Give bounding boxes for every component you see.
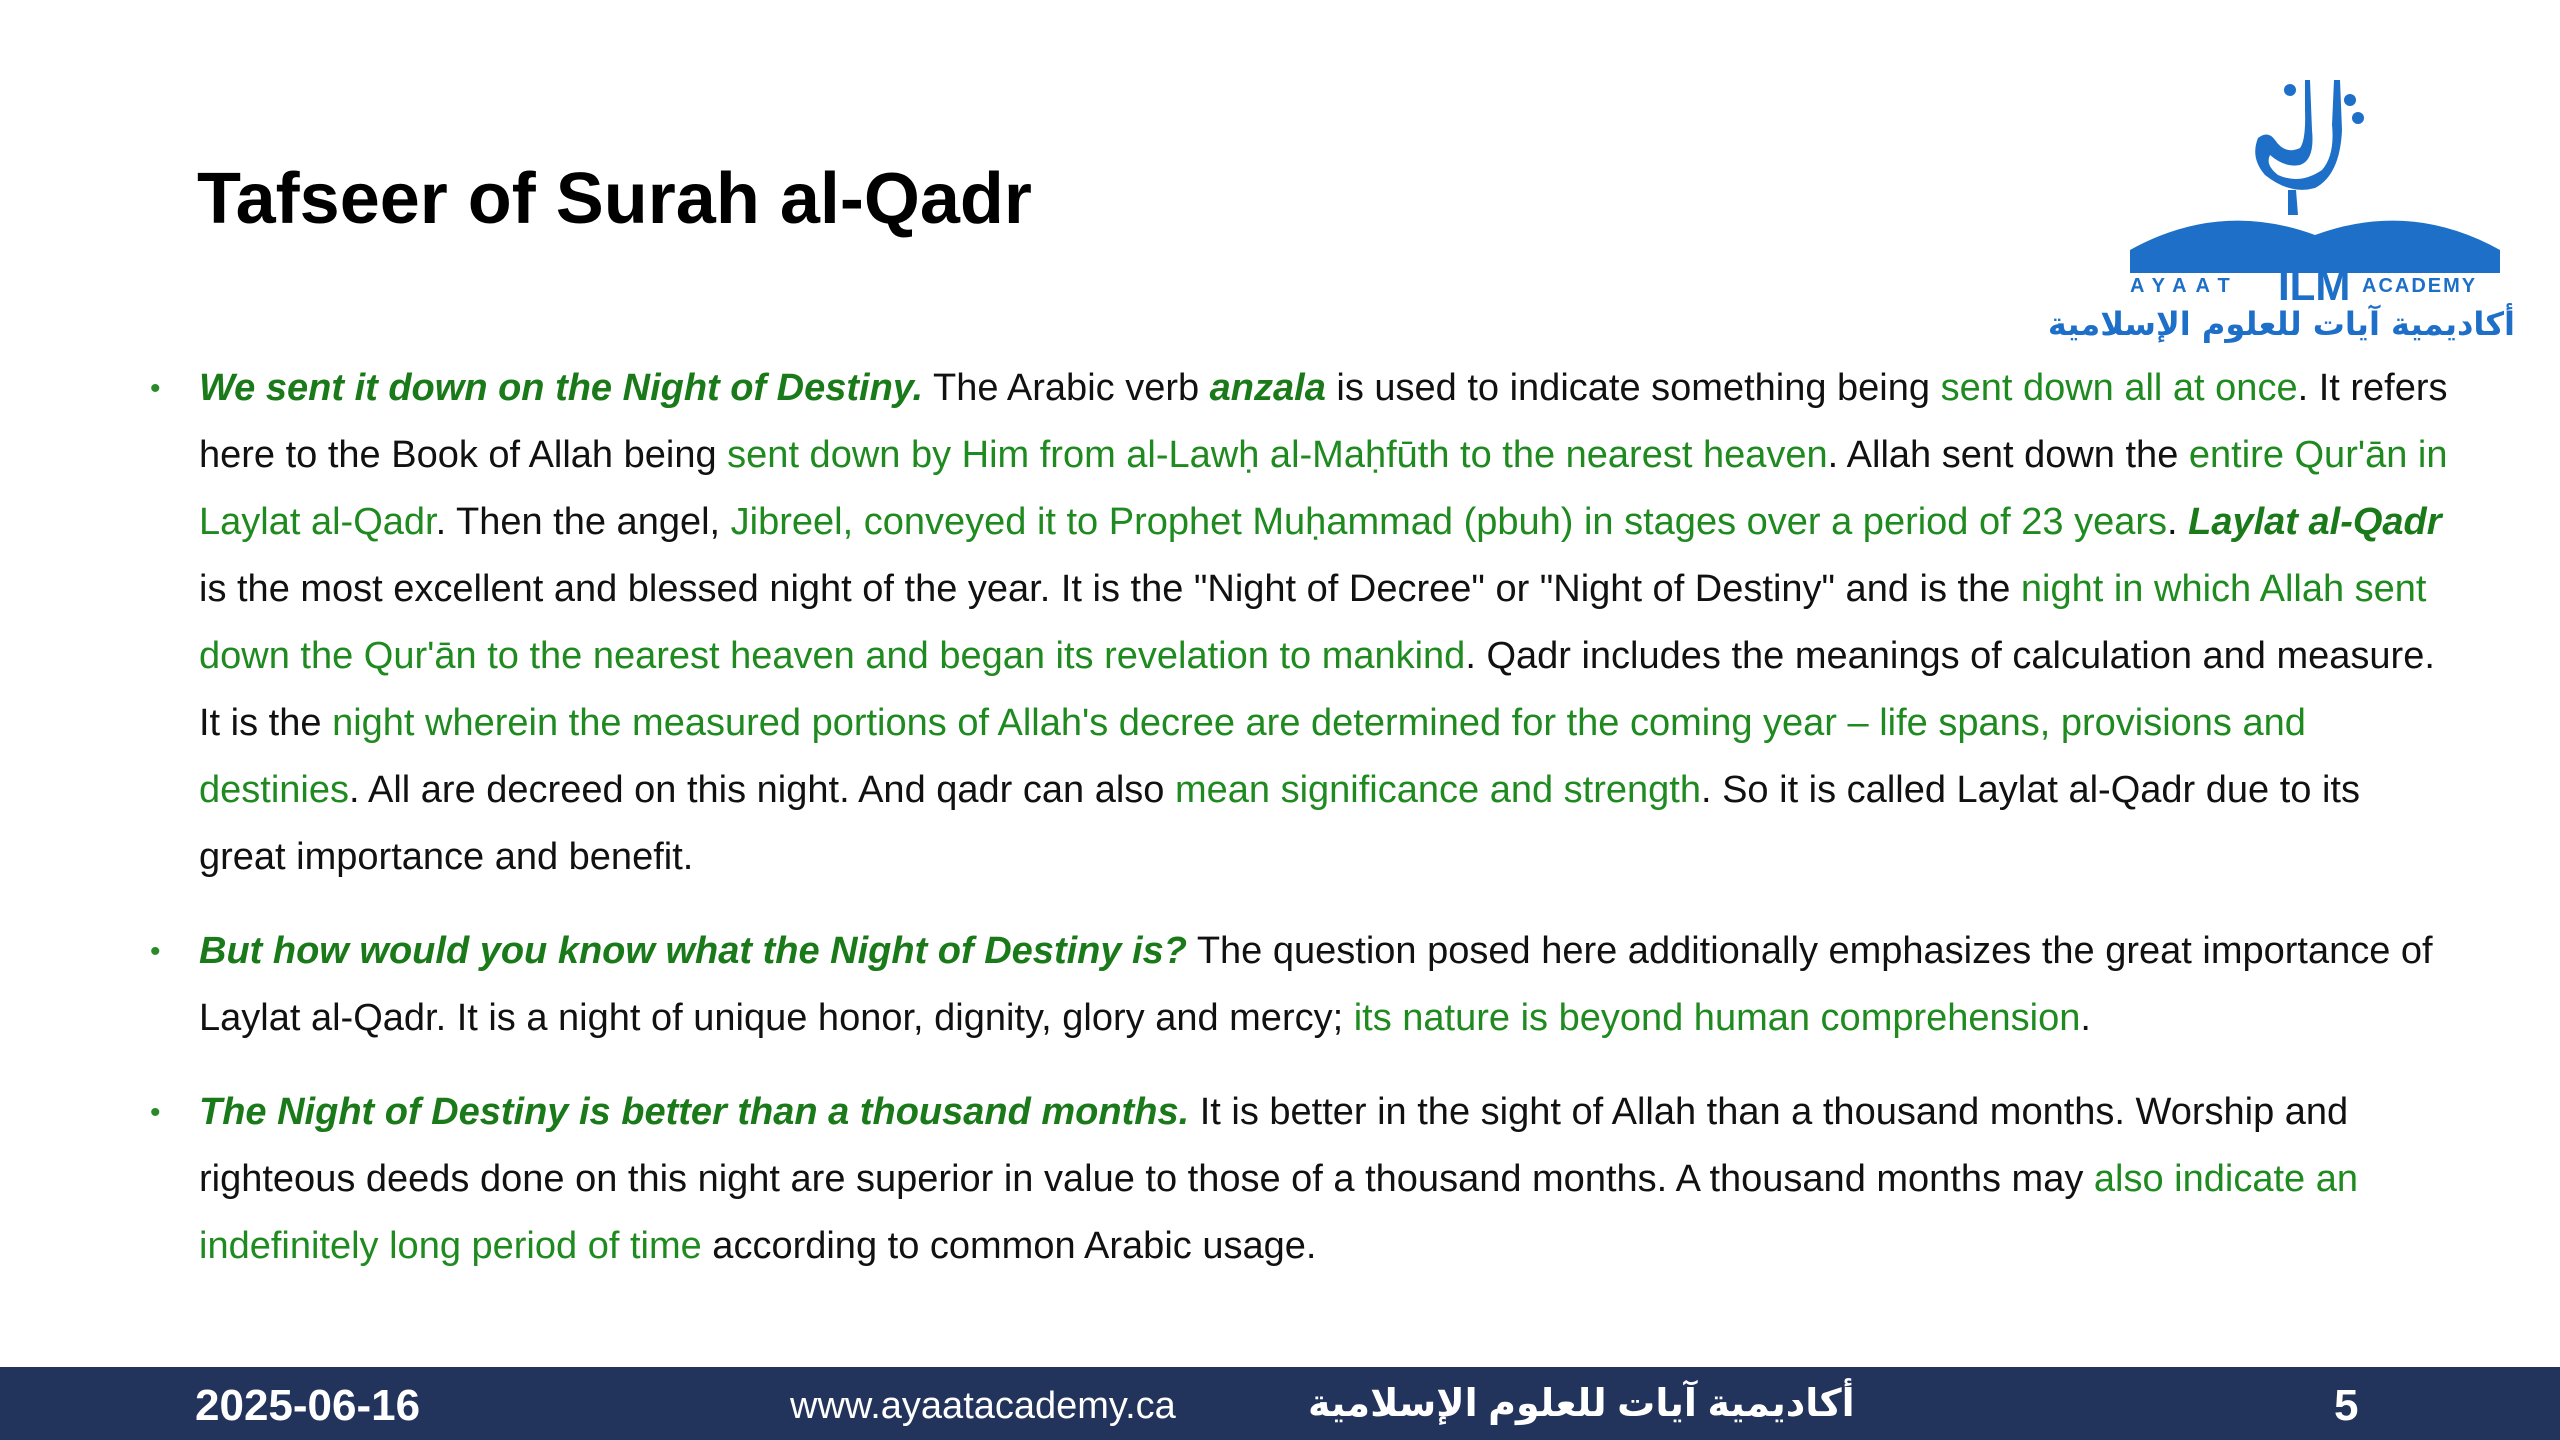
body-text: . All are decreed on this night. And qadr can also	[348, 769, 1175, 811]
academy-logo	[2047, 70, 2530, 360]
highlighted-text: The Night of Destiny is better than a thousand months.	[199, 1091, 1190, 1133]
logo-right-word: ACADEMY	[2362, 275, 2478, 297]
body-text: is used to indicate something being	[1325, 367, 1941, 409]
body-text: It is better in the sight of Allah than a thousand months. Worship and righteous deeds done on this night are superior in value to those of a thousand months. A thousand months may	[199, 1091, 2349, 1200]
logo-left-word: AYAAT	[2130, 275, 2239, 297]
body-text: The question posed here additionally emphasizes the great importance of Laylat al-Qadr. It is a night of unique honor, dignity, glory and mercy;	[199, 930, 2433, 1039]
body-text: . Then the angel,	[435, 501, 731, 543]
page-number: 5	[2334, 1381, 2359, 1430]
highlighted-text: We sent it down on the Night of Destiny.	[199, 367, 924, 409]
highlighted-text: sent down all at once	[1940, 367, 2298, 409]
body-text: .	[2080, 997, 2091, 1039]
body-text: .	[2167, 501, 2189, 543]
slide-title: Tafseer of Surah al-Qadr	[197, 159, 1032, 239]
highlighted-text: Jibreel, conveyed it to Prophet Muḥammad (pbuh) in stages over a period of 23 years	[730, 501, 2167, 543]
bullet-list	[150, 355, 2450, 1307]
footer-url[interactable]: www.ayaatacademy.ca	[790, 1385, 1176, 1427]
highlighted-text: also indicate an indefinitely long period of time	[199, 1158, 2358, 1267]
body-text: . So it is called Laylat al-Qadr due to its great importance and benefit.	[199, 769, 2360, 878]
bullet-dot-icon: •	[150, 1096, 161, 1129]
footer-arabic-name: أكاديمية آيات للعلوم الإسلامية	[1308, 1383, 1855, 1425]
body-text: is the most excellent and blessed night of the year. It is the "Night of Decree" or "Night of Destiny" and is the	[199, 568, 2021, 610]
bullet-item	[150, 355, 2450, 891]
logo-arabic: أكاديمية آيات للعلوم الإسلامية	[2047, 305, 2515, 343]
highlighted-text: its nature is beyond human comprehension	[1353, 997, 2081, 1039]
highlighted-text: sent down by Him from al-Lawḥ al-Maḥfūth to the nearest heaven	[727, 434, 1828, 476]
book-calligraphy-logo-icon	[2047, 70, 2530, 360]
highlighted-text: anzala	[1209, 367, 1326, 409]
highlighted-text: mean significance and strength	[1174, 769, 1701, 811]
footer-date: 2025-06-16	[195, 1381, 421, 1430]
body-text: . It refers here to the Book of Allah being	[199, 367, 2448, 476]
bullet-item	[150, 918, 2450, 1052]
body-text: . Qadr includes the meanings of calculation and measure. It is the	[199, 635, 2435, 744]
highlighted-text: night wherein the measured portions of Allah's decree are determined for the coming year – life spans, provisions and destinies	[199, 702, 2306, 811]
highlighted-text: But how would you know what the Night of Destiny is?	[199, 930, 1187, 972]
highlighted-text: Laylat al-Qadr	[2188, 501, 2442, 543]
bullet-item	[150, 1079, 2450, 1280]
body-text: The Arabic verb	[923, 367, 1210, 409]
highlighted-text: night in which Allah sent down the Qur'ān to the nearest heaven and began its revelation to mankind	[199, 568, 2427, 677]
bullet-dot-icon: •	[150, 372, 161, 405]
body-text: according to common Arabic usage.	[701, 1225, 1317, 1267]
bullet-dot-icon: •	[150, 935, 161, 968]
body-text: . Allah sent down the	[1827, 434, 2189, 476]
footer-bar	[0, 1367, 2560, 1440]
highlighted-text: entire Qur'ān in Laylat al-Qadr	[199, 434, 2448, 543]
logo-center-word: ILM	[2278, 262, 2351, 309]
